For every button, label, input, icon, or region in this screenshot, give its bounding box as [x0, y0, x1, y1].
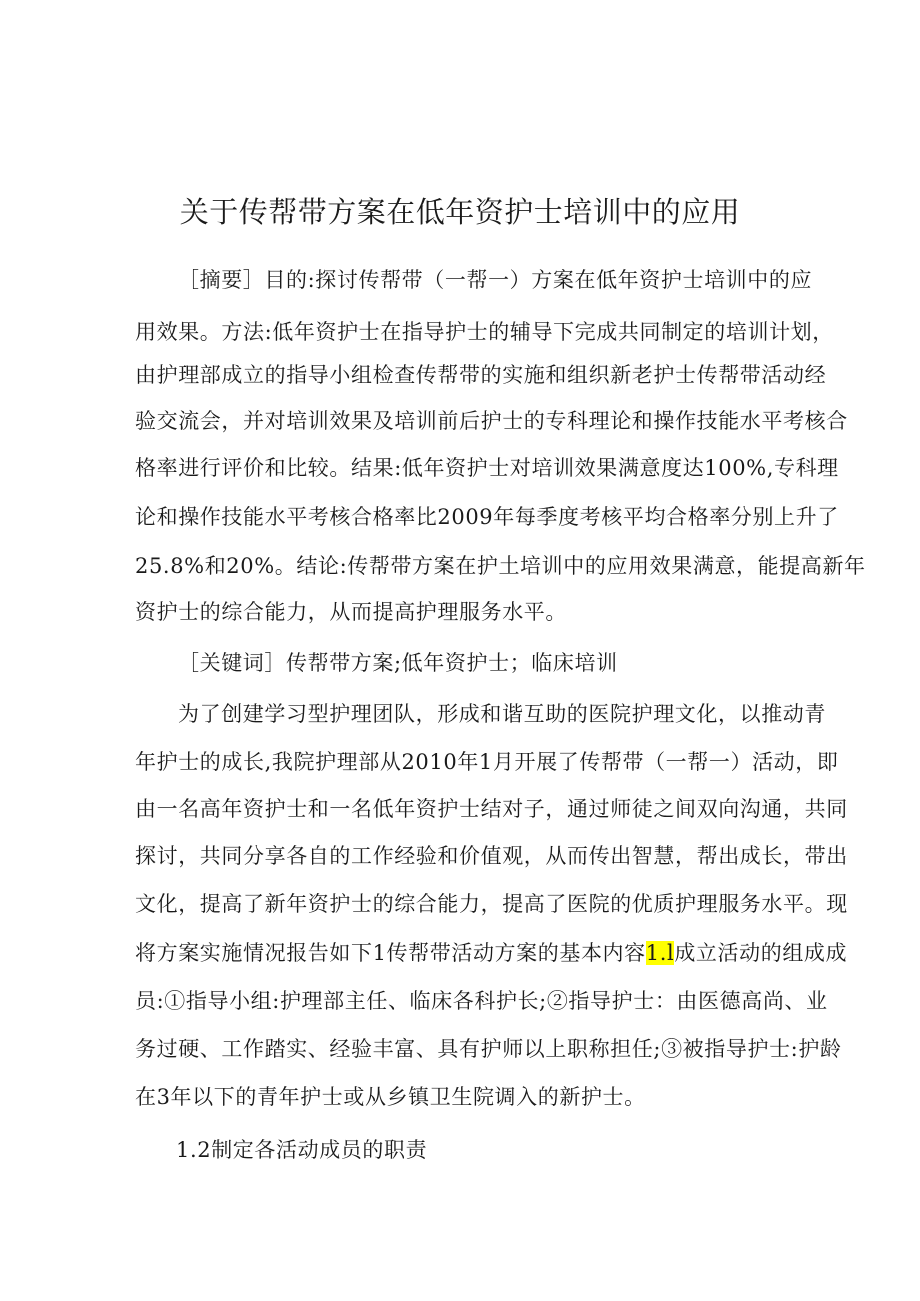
abstract-line: 格率进行评价和比较。结果:低年资护士对培训效果满意度达100%,专科理 — [135, 456, 839, 480]
highlighted-section-number: 1.l — [645, 941, 675, 965]
body-line: 为了创建学习型护理团队，形成和谐互助的医院护理文化，以推动青 — [178, 702, 826, 726]
body-line: 探讨，共同分享各自的工作经验和价值观，从而传出智慧，帮出成长，带出 — [135, 844, 848, 868]
body-text-after: 成立活动的组成成 — [674, 941, 848, 965]
keywords-line: ［关键词］传帮带方案;低年资护士；临床培训 — [178, 651, 618, 675]
abstract-line: 由护理部成立的指导小组检查传帮带的实施和组织新老护士传帮带活动经 — [135, 363, 827, 387]
body-line: 年护士的成长,我院护理部从2010年1月开展了传帮带（一帮一）活动，即 — [135, 750, 839, 774]
body-line: 由一名高年资护士和一名低年资护士结对子，通过师徒之间双向沟通，共同 — [135, 797, 848, 821]
body-line: 文化，提高了新年资护士的综合能力，提高了医院的优质护理服务水平。现 — [135, 892, 848, 916]
abstract-line: ［摘要］目的:探讨传帮带（一帮一）方案在低年资护士培训中的应 — [178, 268, 813, 292]
abstract-line: 资护士的综合能力，从而提高护理服务水平。 — [135, 600, 567, 624]
body-line: 在3年以下的青年护士或从乡镇卫生院调入的新护士。 — [135, 1085, 646, 1109]
body-line: 员:①指导小组:护理部主任、临床各科护长;②指导护士：由医德高尚、业 — [135, 989, 828, 1013]
abstract-line: 验交流会，并对培训效果及培训前后护士的专科理论和操作技能水平考核合 — [135, 409, 848, 433]
body-line-with-highlight — [135, 935, 847, 971]
abstract-line: 25.8%和20%。结论:传帮带方案在护土培训中的应用效果满意，能提高新年 — [135, 554, 866, 578]
body-line: 务过硬、工作踏实、经验丰富、具有护师以上职称担任;③被指导护士:护龄 — [135, 1037, 842, 1061]
section-heading: 1.2制定各活动成员的职责 — [176, 1138, 428, 1162]
abstract-line: 用效果。方法:低年资护士在指导护士的辅导下完成共同制定的培训计划， — [135, 320, 834, 344]
abstract-line: 论和操作技能水平考核合格率比2009年每季度考核平均合格率分别上升了 — [135, 505, 839, 529]
document-title: 关于传帮带方案在低年资护士培训中的应用 — [179, 195, 741, 229]
body-text-before: 将方案实施情况报告如下1传帮带活动方案的基本内容 — [135, 941, 646, 965]
